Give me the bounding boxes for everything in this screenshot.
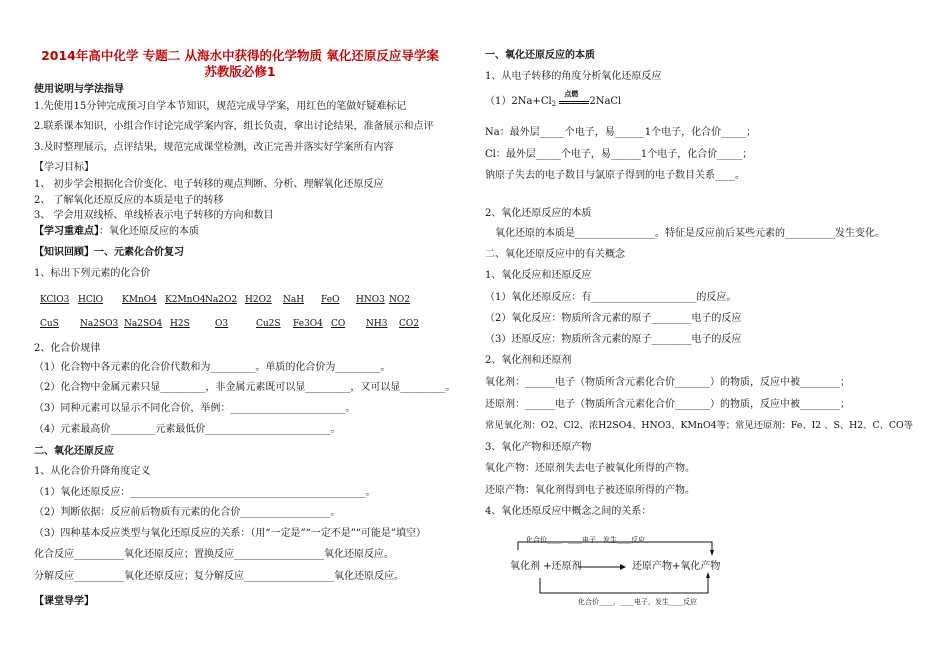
redox-item: 分解反应__________氧化还原反应；复分解反应__________________氧化还原反应。: [34, 571, 404, 582]
concept-3-item: 还原产物：氧化剂得到电子被还原所得的产物。: [485, 485, 695, 496]
equation-product: 2NaCl: [589, 96, 622, 107]
redox-item: （3）四种基本反应类型与氧化还原反应的关系：（用“一定是”“一定不是”“可能是”填空）: [34, 528, 427, 539]
formula-k2mno4: K2MnO4: [165, 295, 206, 305]
subscript-2: 2: [551, 100, 557, 108]
formula-cus: CuS: [40, 319, 59, 329]
cl-line: Cl：最外层_____个电子，易______1个电子，化合价_____；: [485, 149, 753, 160]
rule-item: （1）化合物中各元素的化合价代数和为_________。单质的化合价为_________。: [34, 362, 391, 373]
page-subtitle: 苏教版必修1: [204, 64, 276, 79]
condition-label: 点燃: [564, 89, 579, 98]
goals-heading: 【学习目标】: [34, 162, 94, 173]
essence-text: 氧化还原的本质是________________。特征是反应前后某些元素的__________发生变化。: [495, 228, 885, 239]
diagram-bottom-label: 化合价____，____电子，发生____反应: [578, 598, 697, 606]
concept-3-item: 氧化产物：还原剂失去电子被氧化所得的产物。: [485, 463, 695, 474]
formula-nh3: NH3: [366, 319, 388, 329]
essence-heading: 一、氧化还原反应的本质: [485, 50, 595, 61]
formula-hclo: HClO: [78, 295, 103, 305]
diagram-products: 还原产物+氧化产物: [632, 561, 721, 572]
key-points: [34, 226, 199, 238]
rules-heading: 2、化合价规律: [34, 343, 101, 354]
concept-3: 3、氧化产物和还原产物: [485, 442, 592, 453]
formula-nah: NaH: [283, 295, 305, 305]
formula-na2so4: Na2SO4: [124, 319, 163, 329]
formula-kclo3: KClO3: [40, 295, 70, 305]
concept-4: 4、氧化还原反应中概念之间的关系：: [485, 506, 652, 517]
redox-item: 化合反应__________氧化还原反应；置换反应__________________氧化还原反应。: [34, 549, 394, 560]
formula-h2s: H2S: [170, 319, 190, 329]
redox-item: （1）氧化还原反应：_______________________________________________。: [34, 487, 376, 498]
goal-item: 3、 学会用双线桥、单线桥表示电子转移的方向和数目: [34, 210, 274, 221]
review-question: 1、标出下列元素的化合价: [34, 268, 151, 279]
concept-2-item: 还原剂：______电子（物质所含元素化合价_______）的物质，反应中被________；: [485, 399, 850, 410]
redox-question: 1、从化合价升降角度定义: [34, 466, 151, 477]
equation-reactants: （1）2Na+Cl: [485, 96, 552, 107]
concepts-heading: 二、氧化还原反应中的有关概念: [485, 249, 625, 260]
concept-1-item: （3）还原反应：物质所含元素的原子________电子的反应: [485, 334, 742, 345]
concept-2-item: 常见氧化剂：O2、Cl2、浓H2SO4、HNO3、KMnO4等；常见还原剂：Fe、I2 、S、H2、C、CO等: [485, 420, 913, 431]
reaction-condition: [559, 89, 589, 108]
formula-feo: FeO: [321, 295, 340, 305]
usage-item: 2.联系课本知识，小组合作讨论完成学案内容，组长负责，拿出讨论结果，准备展示和点评: [34, 121, 434, 132]
page-title: 2014年高中化学 专题二 从海水中获得的化学物质 氧化还原反应导学案: [41, 48, 439, 63]
formula-co: CO: [331, 319, 346, 329]
essence-question-2: 2、氧化还原反应的本质: [485, 208, 592, 219]
formula-cu2s: Cu2S: [256, 319, 281, 329]
redox-item: （2）判断依据：反应前后物质有元素的化合价__________________。: [34, 507, 341, 518]
equals-sign: [559, 101, 589, 104]
relation-line: 钠原子失去的电子数目与氯原子得到的电子数目关系____。: [485, 170, 745, 181]
relation-diagram: [500, 530, 740, 610]
concept-1-item: （2）氧化反应：物质所含元素的原子________电子的反应: [485, 313, 742, 324]
diagram-top-label: 化合价____，____电子，发生____反应: [526, 536, 645, 544]
usage-item: 1.先使用15分钟完成预习自学本节知识，规范完成导学案，用红色的笔做好疑难标记: [34, 101, 407, 112]
formula-hno3: HNO3: [356, 295, 385, 305]
redox-heading: 二、氧化还原反应: [34, 446, 114, 457]
formula-kmno4: KMnO4: [122, 295, 157, 305]
essence-question: 1、从电子转移的角度分析氧化还原反应: [485, 71, 662, 82]
usage-item: 3.及时整理展示，点评结果，规范完成课堂检测，改正完善并落实好学案所有内容: [34, 142, 394, 153]
equation-line: [485, 89, 622, 110]
class-heading: 【课堂导学】: [34, 596, 94, 607]
concept-2-item: 氧化剂：______电子（物质所含元素化合价_______）的物质，反应中被________；: [485, 377, 850, 388]
formula-co2: CO2: [399, 319, 419, 329]
formula-fe3o4: Fe3O4: [293, 319, 323, 329]
na-line: Na：最外层_____个电子，易______1个电子，化合价_____；: [485, 127, 757, 138]
usage-heading: 使用说明与学法指导: [34, 84, 124, 95]
concept-1-item: （1）氧化还原反应：有_____________________的反应。: [485, 292, 737, 303]
formula-no2: NO2: [389, 295, 410, 305]
formula-na2o2: Na2O2: [205, 295, 238, 305]
concept-1: 1、氧化反应和还原反应: [485, 270, 592, 281]
key-heading: 【学习重难点】: [34, 226, 99, 237]
goal-item: 1、 初步学会根据化合价变化、电子转移的观点判断、分析、理解氧化还原反应: [34, 179, 384, 190]
formula-o3: O3: [215, 319, 229, 329]
key-text: ：氧化还原反应的本质: [99, 226, 199, 237]
goal-item: 2、 了解氧化还原反应的本质是电子的转移: [34, 195, 224, 206]
formula-h2o2: H2O2: [245, 295, 272, 305]
concept-2: 2、氧化剂和还原剂: [485, 355, 572, 366]
diagram-reactants: 氧化剂 +还原剂: [510, 561, 582, 572]
formula-na2so3: Na2SO3: [80, 319, 119, 329]
rule-item: （3）同种元素可以显示不同化合价，举例：_______________________。: [34, 403, 356, 414]
rule-item: （4）元素最高价_________元素最低价_________________________。: [34, 424, 341, 435]
rule-item: （2）化合物中金属元素只显_________，非金属元素既可以显_________，又可以显_________。: [34, 382, 456, 393]
review-heading: 【知识回顾】一、元素化合价复习: [34, 247, 184, 258]
